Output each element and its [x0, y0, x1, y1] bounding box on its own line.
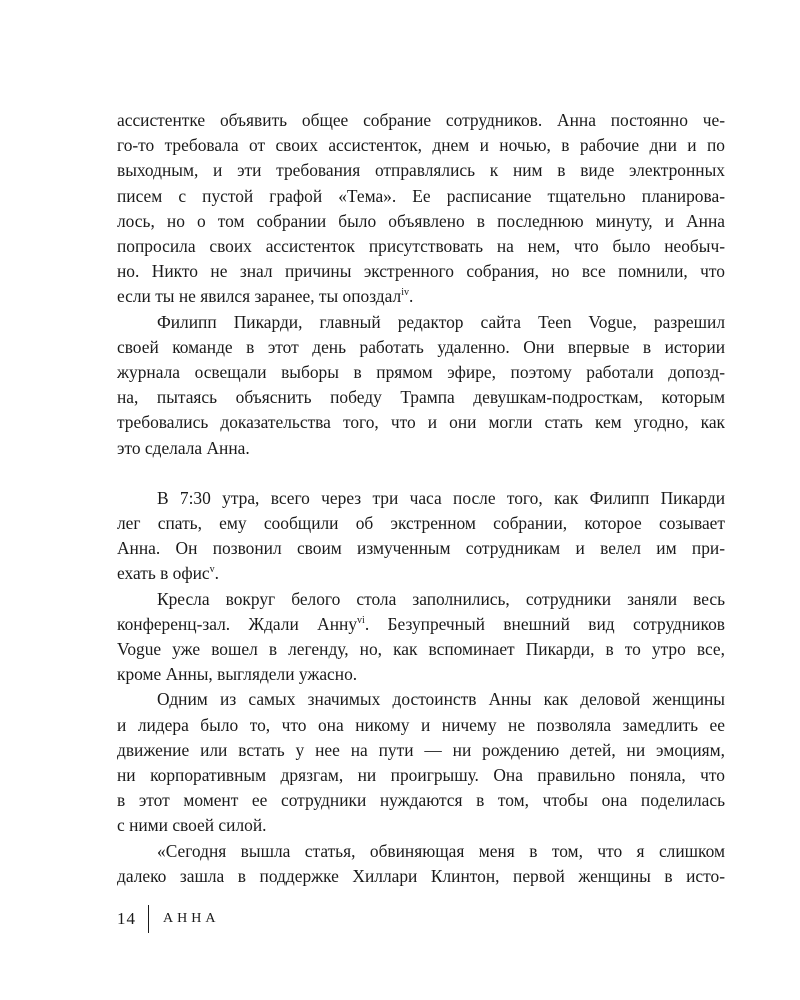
- text-line: [117, 284, 725, 309]
- paragraph-4: [117, 587, 725, 688]
- text-line: на, пытаясь объяснить победу Трампа девушкам-подросткам, которым: [117, 387, 725, 408]
- text-line: это сделала Анна.: [117, 437, 250, 458]
- text-line: В 7:30 утра, всего через три часа после того, как Филипп Пикарди: [157, 487, 725, 508]
- text-line: попросила своих ассистенток присутствовать на нем, что было необыч-: [117, 236, 725, 257]
- paragraph-6: [117, 839, 725, 889]
- text-line: Филипп Пикарди, главный редактор сайта Teen Vogue, разрешил: [157, 311, 725, 332]
- text-line: требовались доказательства того, что и они могли стать кем угодно, как: [117, 412, 725, 433]
- line-text: конференц-зал. Ждали Анну: [117, 613, 358, 634]
- footer-divider: [148, 905, 149, 933]
- text-line: журнала освещали выборы в прямом эфире, поэтому работали допозд-: [117, 362, 725, 383]
- line-tail: .: [408, 286, 414, 307]
- text-line: «Сегодня вышла статья, обвиняющая меня в том, что я слишком: [157, 840, 725, 861]
- text-line: Vogue уже вошел в легенду, но, как вспоминает Пикарди, в то утро все,: [117, 639, 725, 660]
- paragraph-3: [117, 486, 725, 587]
- text-line: лось, но о том собрании было объявлено в последнюю минуту, и Анна: [117, 210, 725, 231]
- text-line: писем с пустой графой «Тема». Ее расписание тщательно планирова-: [117, 185, 725, 206]
- endnote-marker: iv: [401, 287, 409, 299]
- text-line: далеко зашла в поддержке Хиллари Клинтон, первой женщины в исто-: [117, 865, 725, 886]
- text-line: Анна. Он позвонил своим измученным сотрудникам и велел им при-: [117, 538, 725, 559]
- text-line: с ними своей силой.: [117, 815, 267, 836]
- line-text: . Безупречный внешний вид сотрудников: [364, 613, 725, 634]
- body-text: [117, 108, 725, 889]
- page-footer: [117, 905, 219, 933]
- text-line: [117, 561, 725, 586]
- text-line: ассистентке объявить общее собрание сотрудников. Анна постоянно че-: [117, 110, 725, 130]
- text-line: своей команде в этот день работать удаленно. Они впервые в истории: [117, 336, 725, 357]
- text-line: и лидера было то, что она никому и ничему не позволяла замедлить ее: [117, 714, 725, 735]
- text-line: [117, 612, 725, 637]
- text-line: движение или встать у нее на пути — ни рождению детей, ни эмоциям,: [117, 739, 725, 760]
- text-line: го-то требовала от своих ассистенток, днем и ночью, в рабочие дни и по: [117, 135, 725, 156]
- text-line: в этот момент ее сотрудники нуждаются в том, чтобы она поделилась: [117, 790, 725, 811]
- text-line: но. Никто не знал причины экстренного собрания, но все помнили, что: [117, 261, 725, 282]
- page-number: 14: [117, 909, 136, 928]
- line-text: если ты не явился заранее, ты опоздал: [117, 286, 402, 307]
- endnote-marker: v: [209, 564, 215, 576]
- running-head: АННА: [163, 911, 220, 926]
- text-line: Кресла вокруг белого стола заполнились, сотрудники заняли весь: [157, 588, 725, 609]
- text-line: выходным, и эти требования отправлялись к ним в виде электронных: [117, 160, 725, 181]
- text-line: Одним из самых значимых достоинств Анны как деловой женщины: [157, 689, 725, 710]
- line-text: ехать в офис: [117, 563, 210, 584]
- text-line: ни корпоративным дрязгам, ни проигрышу. Она правильно поняла, что: [117, 765, 725, 786]
- line-tail: .: [214, 563, 220, 584]
- paragraph-1: [117, 108, 725, 310]
- endnote-marker: vi: [357, 615, 365, 627]
- paragraph-5: [117, 687, 725, 838]
- text-line: лег спать, ему сообщили об экстренном собрании, которое созывает: [117, 513, 725, 534]
- text-line: кроме Анны, выглядели ужасно.: [117, 664, 358, 685]
- paragraph-2: [117, 310, 725, 461]
